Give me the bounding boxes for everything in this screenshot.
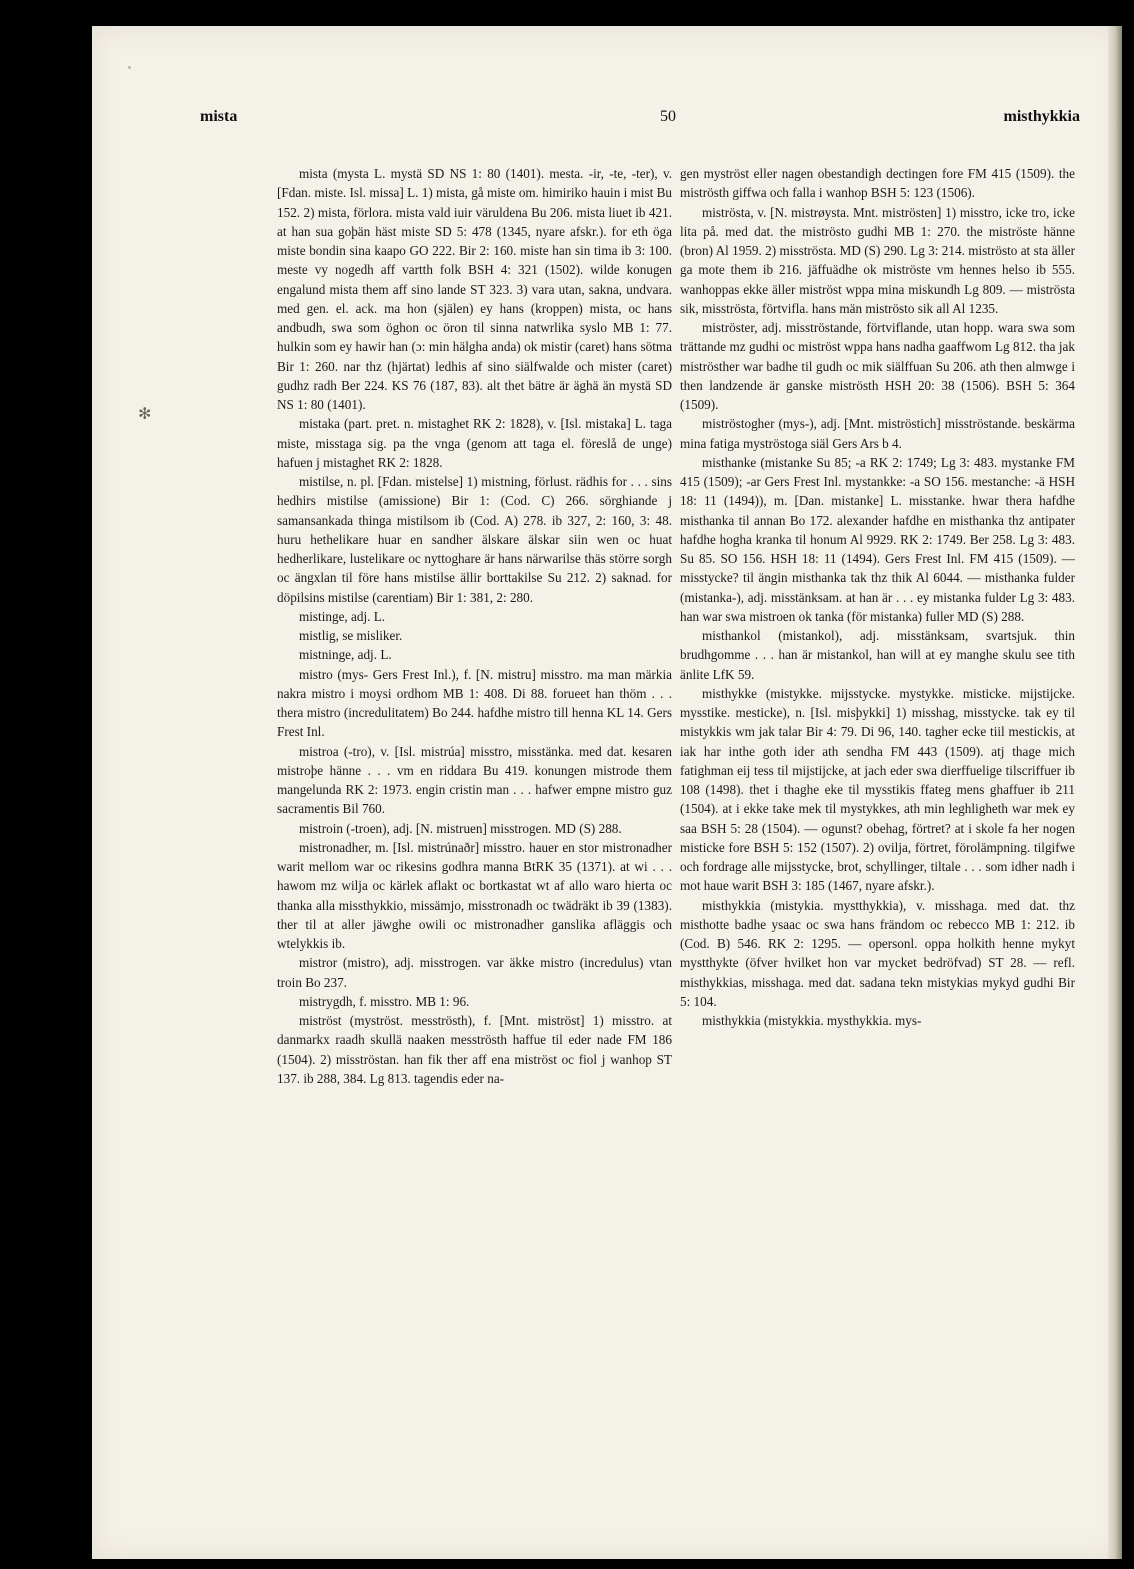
entry-mistror: mistror (mistro), adj. misstrogen. var äkke mistro (incredulus) vtan troin Bo 237.: [277, 955, 672, 990]
entry-mistro: mistro (mys- Gers Frest Inl.), f. [N. mistru] misstro. ma man märkia nakra mistro i moysi ordhom MB 1: 408. Di 88. forueet han thöm . . . thera mistro (incredulitatem) Bo 244. hafdhe mistro till henna KL 14. Gers Frest Inl.: [277, 666, 672, 740]
ink-blot-icon: ✻: [138, 404, 152, 423]
entry-mistroin: mistroin (-troen), adj. [N. mistruen] misstrogen. MD (S) 288.: [299, 820, 622, 836]
entry-mistlig: mistlig, se misliker.: [299, 628, 403, 643]
entry-misthykkia-2: misthykkia (mistykkia. mysthykkia. mys-: [702, 1013, 922, 1028]
header-right-guideword: misthykkia: [1003, 108, 1080, 125]
entry-mistninge: mistninge, adj. L.: [299, 647, 392, 663]
entry-mistroster: miströster, adj. misströstande, förtviflande, utan hopp. wara swa som trättande mz gudhi oc miströst wppa hans nadha gaaffwom Lg 812. tha jak miströsther war badhe til gudh oc mik siälffuan Su 206. ath then almwge i then landzende är ganske miströsth HSH 20: 38 (1506). BSH 5: 364 (1509).: [680, 320, 1075, 412]
entry-mistronadher: mistronadher, m. [Isl. mistrúnaðr] misstro. hauer en stor mistronadher warit mellom war oc rikesins godhra manna BtRK 35 (1371). at wi . . . hawom mz wilja oc kärlek aflakt oc bortkastat wt af allo waro hierta oc thanka alla missthykkio, missämjo, misstronadh oc twädräkt ib 39 (1383). ther til at aller jäwghe owili oc mistronadher ganslika afläggis och wtelykkis ib.: [277, 839, 672, 951]
entry-mistroa: mistroa (-tro), v. [Isl. mistrúa] misstro, misstänka. med dat. kesaren mistroþe hänne . . . vm en riddara Bu 419. konungen mistrode them mangelunda RK 2: 1973. engin cristin man . . . hafwer empne mistro guz sacramentis Bil 760.: [277, 743, 672, 817]
entry-mistrosta: miströsta, v. [N. mistrøysta. Mnt. miströsten] 1) misstro, icke tro, icke lita på. med dat. the miströsto gudhi MB 1: 270. the miströste hänne (bron) Al 1959. 2) misströsta. MD (S) 290. Lg 3: 214. miströsto at sta äller ga mote them ib 216. jäffuädhe ok miströste vm hennes helso ib 555. wanhoppas ekke äller miströst wppa mina miskundh Lg 809. — miströsta sik, misströsta, förtvifla. hans män miströsto sik all Al 1235.: [680, 204, 1075, 316]
entry-mistrostogher: miströstogher (mys-), adj. [Mnt. miströstich] misströstande. beskärma mina fatiga myströstoga siäl Gers Ars b 4.: [680, 416, 1075, 451]
entry-misthankol: misthankol (mistankol), adj. misstänksam, svartsjuk. thin brudhgomme . . . han är mistankol, han will at ey manghe skulu see tith änlite LfK 59.: [680, 628, 1075, 682]
running-header: [200, 108, 1080, 132]
entry-mistrost: miströst (myströst. mesströsth), f. [Mnt. miströst] 1) misstro. at danmarkx raadh skullä naaken mesströsth haffue til eder nade FM 186 (1504). 2) misströstan. han fik ther aff ena miströst oc fiol j wanhop ST 137. ib 288, 384. Lg 813. tagendis eder na-: [277, 1013, 672, 1086]
entry-mistaka: mistaka (part. pret. n. mistaghet RK 2: 1828), v. [Isl. mistaka] L. taga miste, misstaga sig. pa the vnga (genom att taga el. föreslå de unge) hafuen j mistaghet RK 2: 1828.: [277, 416, 672, 470]
entry-mistilse: mistilse, n. pl. [Fdan. mistelse] 1) mistning, förlust. rädhis for . . . sins hedhirs mistilse (amissione) Bir 1: (Cod. C) 266. sörghiande j samansankada thinga mistilsom ib (Cod. A) 278. ib 327, 2: 160, 3: 48. huru hethelikare huar en sandher älskare älskar siin wen oc huat hedherlikare, lustelikare oc nyttoghare är hans närwarilse thäs större sorgh oc ängxlan til före hans mistilse ällir borttakilse Su 212. 2) saknad. for döpilsins mistilse (carentiam) Bir 1: 381, 2: 280.: [277, 474, 672, 605]
header-left-guideword: mista: [200, 108, 238, 125]
entry-mista: mista (mysta L. mystä SD NS 1: 80 (1401). mesta. -ir, -te, -ter), v. [Fdan. miste. Isl. missa] L. 1) mista, gå miste om. himiriko hauin i mist Bu 152. 2) mista, förlora. mista vald iuir väruldena Bu 206. mista liuet ib 421. at han sua goþän häst miste SD 5: 478 (1345, nyare afskr.). for eth öga miste bondin sina kaapo GO 222. Bir 2: 160. miste han sin tima ib 3: 100. meste vy nogedh aff vartth folk BSH 4: 321 (1502). wilde konugen engalund mista them aff sino lande ST 323. 3) vara utan, sakna, undvara. med gen. el. ack. ma hon (själen) ey hans (kroppen) mista, oc hans andbudh, swa som öghon oc öron til sinna natwrlika syslo MB 1: 77. hulkin som ey hawir han (ɔ: min hälgha anda) ok mistir (caret) hans sötma Bir 1: 260. nar thz (hjärtat) ledhis af sino siälfwalde och mister (caret) gudhz radh Ber 224. KS 76 (187, 83). alt thet bätre är äghä än mystä SD NS 1: 80 (1401).: [277, 166, 672, 412]
entry-mistrost-continued: gen myströst eller nagen obestandigh dectingen fore FM 415 (1509). the miströsth giffwa och falla i wanhop BSH 5: 123 (1506).: [680, 166, 1075, 201]
entry-mistinge: mistinge, adj. L.: [299, 608, 386, 624]
left-column: [277, 164, 672, 1088]
paper-speck: [128, 66, 131, 69]
page-edge: [1108, 26, 1122, 1559]
entry-mistrygdh: mistrygdh, f. misstro. MB 1: 96.: [299, 993, 470, 1009]
page-number: 50: [660, 108, 676, 125]
entry-misthykke: misthykke (mistykke. mijsstycke. mystykke. misticke. mijstijcke. mysstike. mesticke), n. [Isl. misþykki] 1) misshag, misstycke. tak ey til mistykkis wm jak talar Bir 4: 79. Di 96, 140. tagher ecke tiil mestickis, at iak har inthe goth ider ath sendha FM 443 (1509). atj thage mich fatighman eij tess til mijstijcke, at jach eder swa dierffuelige tilscriffuer ib 108 (1498). thet i thaghe eke til mysstikis ffateg mens ghaffuer ib 211 (1504). at i ekke take mek til mystykkes, ath min leghligheth war mek ey saa BSH 5: 28 (1504). — ogunst? obehag, förtret? at i skole fa her nogen misticke fore BSH 5: 152 (1507). 2) ovilja, förtret, förolämpning. tilgifwe och fordrage alle mijsstycke, brot, schyllinger, tiltale . . . som idher nadh i mot haue warit BSH 3: 185 (1467, nyare afskr.).: [680, 685, 1075, 894]
entry-misthykkia: misthykkia (mistykia. mystthykkia), v. misshaga. med dat. thz misthotte badhe ysaac oc swa hans frändom oc rebecco MB 1: 212. ib (Cod. B) 546. RK 2: 1295. — opersonl. oppa holkith henne mykyt mystthykte (öfver hvilket hon var mycket bedröfvad) ST 28. — refl. misthykkias, misshaga. med dat. sadana tekn mistykias mykyd gudhi Bir 5: 104.: [680, 897, 1075, 1009]
right-column: [680, 164, 1075, 1030]
entry-misthanke: misthanke (mistanke Su 85; -a RK 2: 1749; Lg 3: 483. mystanke FM 415 (1509); -ar Gers Frest Inl. mystankke: -a SO 156. mestanche: -ä HSH 18: 11 (1494)), m. [Dan. mistanke] L. misstanke. hwar thera hafdhe misthanka til annan Bo 172. alexander hafdhe en misthanka thz antipater hafdhe hogha kranka til honum Al 9929. RK 2: 1749. Ber 258. Lg 3: 483. Su 85. SO 156. HSH 18: 11 (1494). Gers Frest Inl. FM 415 (1509). — misstycke? til ängin misthanka tak thz thik Al 6044. — misthanka fulder (mistanka-), adj. misstänksam. at han är . . . ey mistanka fulder Lg 3: 483. han war swa mistroen ok tanka (för mistanka) fuller MD (S) 288.: [680, 454, 1075, 624]
